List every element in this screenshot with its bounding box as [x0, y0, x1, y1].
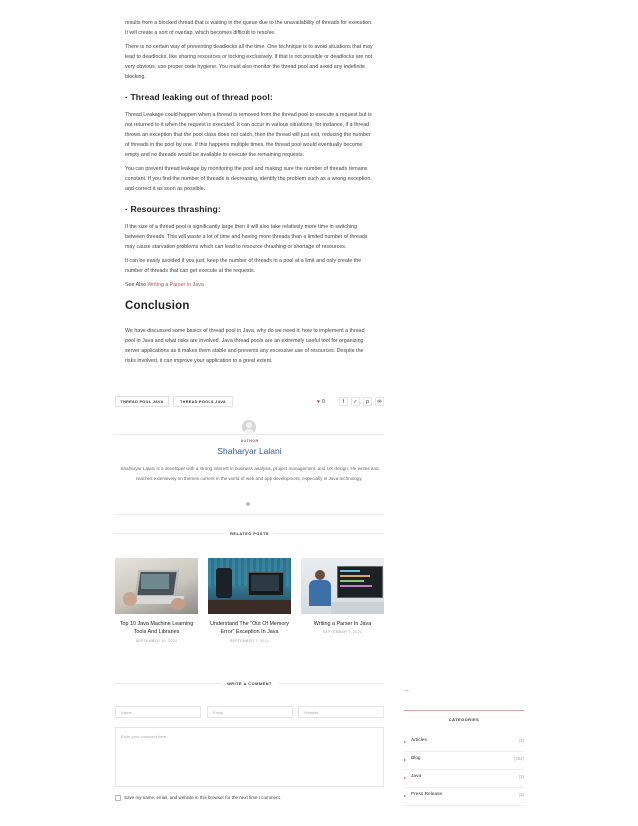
post-thumbnail-laptop[interactable]: [115, 558, 198, 614]
save-info-checkbox[interactable]: [115, 795, 121, 801]
divider: [278, 683, 384, 684]
name-input[interactable]: Name: [115, 706, 201, 718]
article-paragraph: results from a blocked thread that is waiting in the queue due to the unavailability of threads for execution. It will create a sort of overlap, which becomes difficult to resolve.: [125, 20, 373, 36]
post-title[interactable]: Writing a Parser In Java: [313, 621, 372, 627]
category-item-java[interactable]: [404, 769, 524, 788]
tag-thread-pool-java[interactable]: THREAD POOL JAVA: [115, 396, 169, 407]
divider: [275, 533, 384, 534]
heart-icon: ♥: [317, 398, 320, 405]
category-count: (3): [518, 738, 524, 743]
avatar[interactable]: [242, 420, 256, 434]
article-paragraph: You can prevent thread leakage by monitoring the pool and making sure the number of threads remains constant. If you find the number of threads is decreasing, identify the problem such as a wrong exception, and correct it as soon as possible.: [125, 166, 372, 192]
author-social-icon[interactable]: [246, 502, 250, 506]
article-body: [125, 18, 375, 370]
like-count: 0: [321, 398, 325, 405]
category-item-articles[interactable]: [404, 733, 524, 752]
comment-title: WRITE A COMMENT: [227, 680, 272, 686]
divider: [115, 434, 384, 435]
related-post-card[interactable]: [301, 558, 384, 634]
heading-thread-leaking: · Thread leaking out of thread pool:: [125, 92, 273, 102]
heading-resources-thrashing: · Resources thrashing:: [125, 204, 221, 214]
see-also: [125, 280, 375, 290]
author-name-link[interactable]: Shaharyar Lalani: [217, 446, 282, 456]
heading-conclusion: Conclusion: [125, 300, 190, 312]
mail-icon[interactable]: ✉: [375, 397, 384, 406]
divider: [115, 683, 221, 684]
avatar-head-shape: [246, 422, 252, 428]
post-date: SEPTEMBER 7, 2021: [322, 630, 363, 635]
related-posts-heading: [115, 529, 384, 537]
category-name[interactable]: Articles: [411, 738, 427, 743]
article-paragraph: Thread Leakage could happen when a thread is removed from the thread pool to execute a request but is not returned to it when the request is executed. It can occur in various situations; for instance, if a thread throws an exception that the pool class does not catch, then the thread will just exit, reducing the number of threads in the pool by one. If this happens multiple times, the thread pool would eventually become empty and no threads would be available to execute the remaining requests.: [125, 112, 372, 158]
website-input[interactable]: Website: [298, 706, 384, 718]
article-paragraph: There is no certain way of preventing deadlocks all the time. One technique is to avoid situations that may lead to deadlocks, like sharing resources or locking exclusively. If that is not possible or deadlocks are not very obvious, use proper code hygiene. You must also monitor the thread pool and avoid any indefinite blocking.: [125, 44, 373, 80]
related-posts-title: RELATED POSTS: [230, 530, 269, 536]
avatar-body-shape: [243, 429, 255, 434]
divider: [404, 690, 409, 691]
category-item-blog[interactable]: [404, 751, 524, 770]
article-paragraph: It can be easily avoided if you just, keep the number of threads in a pool at a limit and only create the number of threads that can get execute at the requests.: [125, 258, 362, 274]
post-date: SEPTEMBER 10, 2021: [135, 638, 178, 643]
pinterest-icon[interactable]: p: [363, 397, 372, 406]
bullet-icon: ▸: [404, 739, 407, 744]
divider: [115, 533, 224, 534]
related-post-card[interactable]: [208, 558, 291, 643]
post-title[interactable]: Top 10 Java Machine Learning Tools And Libraries: [119, 621, 194, 636]
twitter-icon[interactable]: ✓: [351, 397, 360, 406]
save-info-label: Save my name, email, and website in this browser for the next time I comment.: [124, 795, 282, 800]
comment-heading: [115, 679, 384, 687]
see-also-link[interactable]: Writing a Parser In Java: [147, 282, 204, 288]
category-count: (3): [518, 774, 524, 779]
comment-textarea[interactable]: Enter your comment here..: [115, 727, 384, 787]
category-name[interactable]: Press Release: [411, 792, 443, 797]
post-thumbnail-monitor[interactable]: [208, 558, 291, 614]
categories-title: CATEGORIES: [404, 710, 524, 727]
see-also-prefix: See Also: [125, 282, 146, 288]
tags-share-row: [115, 396, 384, 408]
bullet-icon: ▸: [404, 757, 407, 762]
author-bio: Shaharyar Lalani is a developer with a strong interest in business analysis, project management, and UX design. He writes and teaches extensively on themes current in the world of web and app development, especially in Java technology.: [120, 466, 379, 481]
post-thumbnail-coding[interactable]: [301, 558, 384, 614]
author-label: AUTHOR: [240, 439, 259, 443]
post-date: SEPTEMBER 7, 2021: [229, 638, 270, 643]
email-input[interactable]: Email: [207, 706, 293, 718]
category-count: (3): [518, 792, 524, 797]
post-title[interactable]: Understand The "Out Of Memory Error" Exception In Java: [210, 621, 289, 636]
category-item-press-release[interactable]: [404, 787, 524, 806]
category-count: (382): [513, 756, 524, 761]
facebook-icon[interactable]: f: [339, 397, 348, 406]
divider: [115, 514, 384, 515]
like-button[interactable]: [317, 397, 325, 406]
related-post-card[interactable]: [115, 558, 198, 643]
category-name[interactable]: Java: [411, 774, 422, 779]
bullet-icon: ▸: [404, 775, 407, 780]
article-paragraph: If the size of a thread pool is significantly large then it will also take relatively more time in switching between threads. This will waste a lot of time and having more threads than a limited number of threads may cause starvation problems which can lead to resource thrashing or shortage of resources.: [125, 224, 368, 250]
bullet-icon: ▸: [404, 793, 407, 798]
category-name[interactable]: Blog: [411, 756, 421, 761]
tag-thread-pools-java[interactable]: THREAD POOLS JAVA: [173, 396, 233, 407]
article-paragraph: We have discussed some basics of thread pool in Java, why do we need it, how to implement a thread pool in Java and what risks are involved. Java thread pools are an extremely useful tool for organizing server applications as it makes them stable and prevents any excessive use of resources. Despite the risks involved, it can improve your application to a great extent.: [125, 328, 365, 364]
